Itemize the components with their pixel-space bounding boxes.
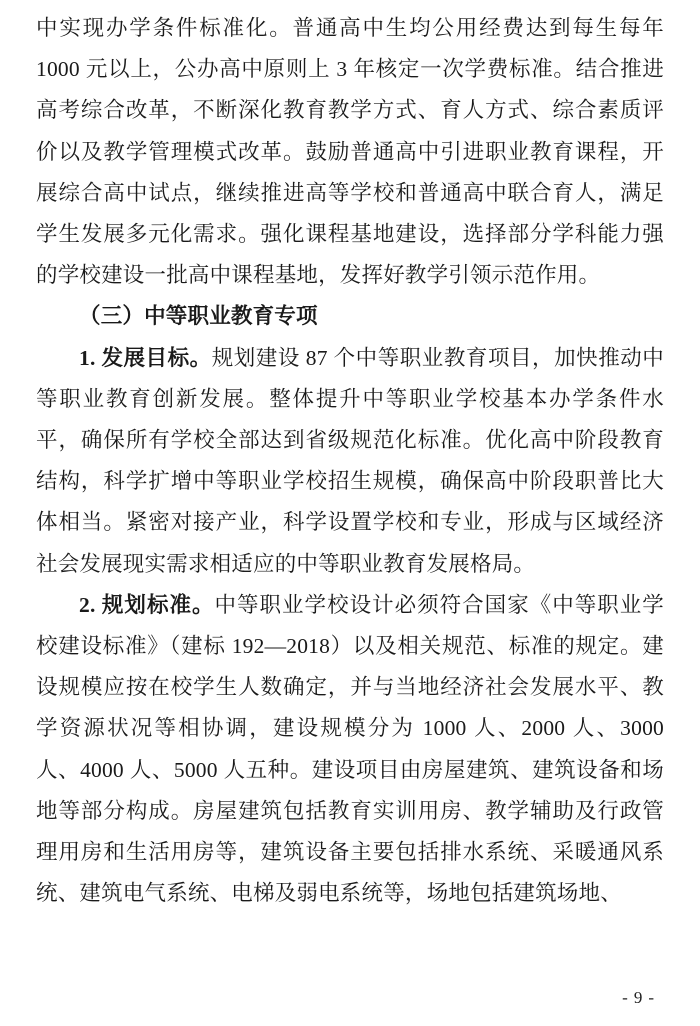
section-heading-vocational: （三）中等职业教育专项: [79, 304, 318, 329]
page-footer: [0, 988, 700, 1008]
paragraph-planning-standards: [36, 585, 664, 915]
footer-dash-left: -: [622, 988, 630, 1007]
paragraph-development-goals-text: 规划建设 87 个中等职业教育项目，加快推动中等职业教育创新发展。整体提升中等职业学校基本办学条件水平，确保所有学校全部达到省级规范化标准。优化高中阶段教育结构，科学扩增中等职业学校招生规模，确保高中阶段职普比大体相当。紧密对接产业，科学设置学校和专业，形成与区域经济社会发展现实需求相适应的中等职业教育发展格局。: [36, 345, 664, 576]
document-body: [36, 8, 664, 914]
page-number: 9: [633, 988, 645, 1007]
paragraph-planning-standards-text: 中等职业学校设计必须符合国家《中等职业学校建设标准》（建标 192—2018）以及相关规范、标准的规定。建设规模应按在校学生人数确定，并与当地经济社会发展水平、教学资源状况等相协调，建设规模分为 1000 人、2000 人、3000 人、4000 人、5000 人五种。建设项目由房屋建筑、建筑设备和场地等部分构成。房屋建筑包括教育实训用房、教学辅助及行政管理用房和生活用房等，建筑设备主要包括排水系统、采暖通风系统、建筑电气系统、电梯及弱电系统等，场地包括建筑场地、: [36, 592, 664, 906]
footer-dash-right: -: [648, 988, 656, 1007]
paragraph-development-goals: [36, 338, 664, 585]
paragraph-planning-standards-lead: 2. 规划标准。: [79, 592, 215, 617]
paragraph-development-goals-lead: 1. 发展目标。: [79, 345, 212, 370]
paragraph-continued-general-high-school: 中实现办学条件标准化。普通高中生均公用经费达到每生每年 1000 元以上，公办高中原则上 3 年核定一次学费标准。结合推进高考综合改革，不断深化教育教学方式、育人方式、综合素质评价以及教学管理模式改革。鼓励普通高中引进职业教育课程，开展综合高中试点，继续推进高等学校和普通高中联合育人，满足学生发展多元化需求。强化课程基地建设，选择部分学科能力强的学校建设一批高中课程基地，发挥好教学引领示范作用。: [36, 16, 664, 288]
